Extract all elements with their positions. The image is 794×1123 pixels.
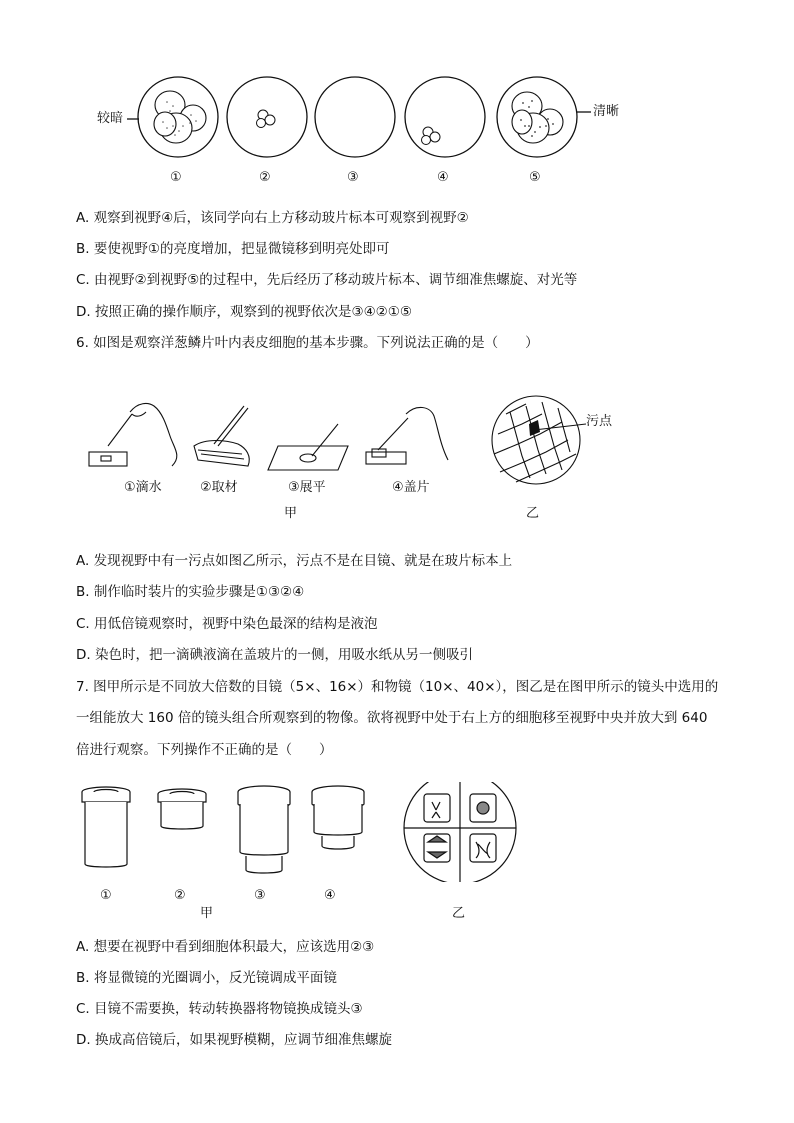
q5-option-d: D. 按照正确的操作顺序，观察到的视野依次是③④②①⑤ — [76, 304, 412, 320]
figure-jia-label: 甲 — [284, 506, 298, 521]
q7-stem-line-1: 7. 图甲所示是不同放大倍数的目镜（5×、16×）和物镜（10×、40×），图乙是在图甲所示的镜头中选用的 — [76, 679, 719, 695]
dim-label: 较暗 — [97, 111, 124, 126]
step2-drawing — [194, 406, 249, 466]
step-label-drop-water: ①滴水 — [124, 480, 162, 495]
q6-option-d: D. 染色时，把一滴碘液滴在盖玻片的一侧，用吸水纸从另一侧吸引 — [76, 647, 473, 663]
q6-option-b: B. 制作临时装片的实验步骤是①③②④ — [76, 584, 305, 600]
q6-option-a: A. 发现视野中有一污点如图乙所示，污点不是在目镜、就是在玻片标本上 — [76, 553, 513, 569]
lens-figure-jia-label: 甲 — [200, 906, 214, 921]
q5-option-b: B. 要使视野①的亮度增加，把显微镜移到明亮处即可 — [76, 241, 390, 257]
field-label-3: ③ — [347, 170, 359, 185]
step-label-take-material: ②取材 — [200, 480, 238, 495]
field-label-1: ① — [170, 170, 182, 185]
q7-stem-line-2: 一组能放大 160 倍的镜头组合所观察到的物像。欲将视野中处于右上方的细胞移至视野中央并放大到 640 — [76, 710, 708, 726]
cells-field-2 — [257, 110, 276, 128]
q5-option-c: C. 由视野②到视野⑤的过程中，先后经历了移动玻片标本、调节细准焦螺旋、对光等 — [76, 272, 578, 288]
lens-2-short-eyepiece — [158, 789, 206, 829]
lenses-drawing — [76, 782, 536, 882]
clear-label: 清晰 — [593, 104, 620, 119]
slide-preparation-drawing — [86, 394, 626, 494]
fields-of-view-figure — [95, 76, 635, 186]
lens-label-4: ④ — [324, 888, 336, 903]
figure-yi-label: 乙 — [526, 506, 540, 521]
cells-field-4 — [422, 127, 441, 145]
step-label-flatten: ③展平 — [288, 480, 326, 495]
lens-3-long-objective — [238, 786, 290, 873]
cells-field-5 — [512, 92, 563, 143]
slide-preparation-figure — [86, 394, 626, 526]
q5-option-a: A. 观察到视野④后，该同学向右上方移动玻片标本可观察到视野② — [76, 210, 469, 226]
step4-drawing — [366, 407, 448, 464]
q6-option-c: C. 用低倍镜观察时，视野中染色最深的结构是液泡 — [76, 616, 378, 632]
spot-label: 污点 — [586, 414, 613, 429]
q7-option-d: D. 换成高倍镜后，如果视野模糊，应调节细准焦螺旋 — [76, 1032, 392, 1048]
cells-field-1 — [154, 91, 206, 143]
q7-option-c: C. 目镜不需要换，转动转换器将物镜换成镜头③ — [76, 1001, 363, 1017]
field-label-4: ④ — [437, 170, 449, 185]
step-label-cover-slip: ④盖片 — [392, 480, 430, 495]
lens-label-1: ① — [100, 888, 112, 903]
q7-option-b: B. 将显微镜的光圈调小，反光镜调成平面镜 — [76, 970, 337, 986]
fields-of-view-drawing — [95, 76, 635, 166]
field-label-5: ⑤ — [529, 170, 541, 185]
q6-stem: 6. 如图是观察洋葱鳞片叶内表皮细胞的基本步骤。下列说法正确的是（ ） — [76, 335, 539, 351]
lens-label-3: ③ — [254, 888, 266, 903]
onion-cell-field — [492, 396, 580, 484]
step1-drawing — [89, 404, 177, 466]
lens-figure-yi-label: 乙 — [452, 906, 466, 921]
field-circle-3 — [315, 77, 395, 157]
lens-4-short-objective — [312, 786, 364, 849]
q7-option-a: A. 想要在视野中看到细胞体积最大，应该选用②③ — [76, 939, 375, 955]
q7-stem-line-3: 倍进行观察。下列操作不正确的是（ ） — [76, 742, 333, 758]
field-circle-4 — [405, 77, 485, 157]
field-label-2: ② — [259, 170, 271, 185]
lens-label-2: ② — [174, 888, 186, 903]
lens-view-field — [404, 782, 516, 882]
step3-drawing — [268, 424, 348, 470]
lens-1-long-eyepiece — [82, 787, 130, 867]
lenses-figure — [76, 782, 536, 924]
